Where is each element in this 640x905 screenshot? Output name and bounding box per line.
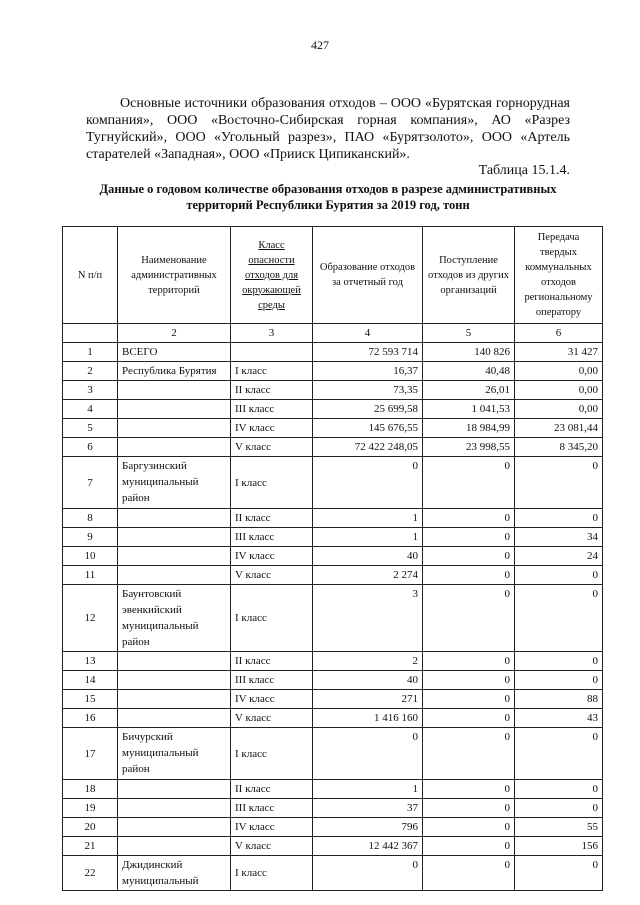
territory-cell <box>118 799 231 818</box>
generated-cell: 1 <box>313 780 423 799</box>
header-row-number: N п/п <box>63 227 118 324</box>
row-number-cell: 11 <box>63 566 118 585</box>
column-index-5: 5 <box>423 324 515 343</box>
transferred-cell: 0 <box>515 457 603 509</box>
row-number-cell: 17 <box>63 728 118 780</box>
table-row <box>63 728 603 780</box>
table-row <box>63 652 603 671</box>
transferred-cell: 0 <box>515 728 603 780</box>
transferred-cell: 0 <box>515 652 603 671</box>
table-title: Данные о годовом количестве образования отходов в разрезе административных территорий Республики Бурятия за 2019 год, тонн <box>99 182 557 212</box>
hazard-class-cell: IV класс <box>231 547 313 566</box>
header-generated: Образование отходов за отчетный год <box>313 227 423 324</box>
row-number-cell: 10 <box>63 547 118 566</box>
waste-data-table <box>62 226 603 891</box>
row-number-cell: 2 <box>63 362 118 381</box>
hazard-class-cell: I класс <box>231 728 313 780</box>
transferred-cell: 43 <box>515 709 603 728</box>
hazard-class-cell: IV класс <box>231 419 313 438</box>
table-number: Таблица 15.1.4. <box>478 163 570 178</box>
hazard-class-cell: V класс <box>231 837 313 856</box>
transferred-cell: 0 <box>515 799 603 818</box>
table-row <box>63 837 603 856</box>
received-cell: 0 <box>423 780 515 799</box>
territory-cell <box>118 837 231 856</box>
generated-cell: 40 <box>313 671 423 690</box>
received-cell: 26,01 <box>423 381 515 400</box>
row-number-cell: 21 <box>63 837 118 856</box>
hazard-class-cell: III класс <box>231 799 313 818</box>
row-number-cell: 9 <box>63 528 118 547</box>
table-body <box>63 343 603 891</box>
generated-cell: 72 422 248,05 <box>313 438 423 457</box>
hazard-class-cell: IV класс <box>231 818 313 837</box>
received-cell: 0 <box>423 856 515 891</box>
page-number: 427 <box>311 38 329 52</box>
received-cell: 0 <box>423 652 515 671</box>
row-number-cell: 6 <box>63 438 118 457</box>
generated-cell: 37 <box>313 799 423 818</box>
territory-cell: Джидинский муниципальный <box>118 856 231 891</box>
table-row <box>63 585 603 652</box>
received-cell: 0 <box>423 837 515 856</box>
received-cell: 0 <box>423 709 515 728</box>
transferred-cell: 0 <box>515 780 603 799</box>
table-row <box>63 381 603 400</box>
transferred-cell: 24 <box>515 547 603 566</box>
received-cell: 0 <box>423 547 515 566</box>
generated-cell: 1 416 160 <box>313 709 423 728</box>
transferred-cell: 0,00 <box>515 362 603 381</box>
column-index-1 <box>63 324 118 343</box>
intro-paragraph <box>86 95 570 163</box>
territory-cell <box>118 400 231 419</box>
hazard-class-cell: II класс <box>231 780 313 799</box>
received-cell: 0 <box>423 671 515 690</box>
table-row <box>63 818 603 837</box>
hazard-class-cell: II класс <box>231 509 313 528</box>
hazard-class-cell: V класс <box>231 438 313 457</box>
row-number-cell: 16 <box>63 709 118 728</box>
row-number-cell: 22 <box>63 856 118 891</box>
territory-cell <box>118 381 231 400</box>
transferred-cell: 23 081,44 <box>515 419 603 438</box>
hazard-class-cell: I класс <box>231 585 313 652</box>
received-cell: 0 <box>423 690 515 709</box>
territory-cell <box>118 818 231 837</box>
transferred-cell: 0 <box>515 671 603 690</box>
row-number-cell: 20 <box>63 818 118 837</box>
table-row <box>63 419 603 438</box>
header-territory: Наименование административных территорий <box>118 227 231 324</box>
territory-cell <box>118 528 231 547</box>
row-number-cell: 13 <box>63 652 118 671</box>
intro-text: Основные источники образования отходов – ООО «Бурятская горнорудная компания», ООО «Восточно-Сибирская горная компания», АО «Разрез Тугнуйский», ООО «Угольный разрез», ПАО «Бурятзолото», ООО «Артель старателей «Западная», ООО «Прииск Ципиканский». <box>86 96 570 162</box>
territory-cell <box>118 780 231 799</box>
received-cell: 0 <box>423 457 515 509</box>
territory-cell <box>118 566 231 585</box>
territory-cell: Баунтовский эвенкийский муниципальный район <box>118 585 231 652</box>
generated-cell: 73,35 <box>313 381 423 400</box>
territory-cell <box>118 547 231 566</box>
hazard-class-cell: III класс <box>231 528 313 547</box>
territory-cell <box>118 419 231 438</box>
territory-cell: ВСЕГО <box>118 343 231 362</box>
column-index-2: 2 <box>118 324 231 343</box>
table-row <box>63 362 603 381</box>
territory-cell <box>118 438 231 457</box>
header-received: Поступление отходов из других организаций <box>423 227 515 324</box>
row-number-cell: 14 <box>63 671 118 690</box>
generated-cell: 0 <box>313 856 423 891</box>
transferred-cell: 34 <box>515 528 603 547</box>
generated-cell: 0 <box>313 728 423 780</box>
received-cell: 0 <box>423 566 515 585</box>
received-cell: 1 041,53 <box>423 400 515 419</box>
hazard-class-cell: III класс <box>231 671 313 690</box>
generated-cell: 16,37 <box>313 362 423 381</box>
table-row <box>63 509 603 528</box>
table-row <box>63 547 603 566</box>
received-cell: 0 <box>423 585 515 652</box>
received-cell: 0 <box>423 728 515 780</box>
territory-cell <box>118 509 231 528</box>
table-row <box>63 566 603 585</box>
hazard-class-cell: V класс <box>231 709 313 728</box>
generated-cell: 0 <box>313 457 423 509</box>
received-cell: 0 <box>423 799 515 818</box>
column-index-6: 6 <box>515 324 603 343</box>
table-row <box>63 438 603 457</box>
territory-cell: Республика Бурятия <box>118 362 231 381</box>
transferred-cell: 156 <box>515 837 603 856</box>
table-row <box>63 528 603 547</box>
territory-cell <box>118 709 231 728</box>
hazard-class-cell: I класс <box>231 457 313 509</box>
transferred-cell: 8 345,20 <box>515 438 603 457</box>
table-row <box>63 709 603 728</box>
column-index-4: 4 <box>313 324 423 343</box>
generated-cell: 1 <box>313 528 423 547</box>
transferred-cell: 0 <box>515 856 603 891</box>
transferred-cell: 31 427 <box>515 343 603 362</box>
table-row <box>63 400 603 419</box>
received-cell: 23 998,55 <box>423 438 515 457</box>
row-number-cell: 12 <box>63 585 118 652</box>
transferred-cell: 55 <box>515 818 603 837</box>
row-number-cell: 4 <box>63 400 118 419</box>
generated-cell: 25 699,58 <box>313 400 423 419</box>
transferred-cell: 0,00 <box>515 400 603 419</box>
received-cell: 0 <box>423 528 515 547</box>
table-row <box>63 457 603 509</box>
transferred-cell: 88 <box>515 690 603 709</box>
hazard-class-cell: I класс <box>231 362 313 381</box>
table-row <box>63 343 603 362</box>
received-cell: 40,48 <box>423 362 515 381</box>
transferred-cell: 0,00 <box>515 381 603 400</box>
generated-cell: 796 <box>313 818 423 837</box>
header-transferred: Передача твердых коммунальных отходов региональному оператору <box>515 227 603 324</box>
received-cell: 0 <box>423 818 515 837</box>
territory-cell <box>118 652 231 671</box>
column-index-3: 3 <box>231 324 313 343</box>
hazard-class-cell: II класс <box>231 652 313 671</box>
territory-cell: Баргузинский муниципальный район <box>118 457 231 509</box>
received-cell: 140 826 <box>423 343 515 362</box>
received-cell: 0 <box>423 509 515 528</box>
row-number-cell: 3 <box>63 381 118 400</box>
row-number-cell: 8 <box>63 509 118 528</box>
transferred-cell: 0 <box>515 509 603 528</box>
generated-cell: 3 <box>313 585 423 652</box>
table-row <box>63 690 603 709</box>
generated-cell: 1 <box>313 509 423 528</box>
row-number-cell: 1 <box>63 343 118 362</box>
generated-cell: 12 442 367 <box>313 837 423 856</box>
territory-cell <box>118 690 231 709</box>
territory-cell <box>118 671 231 690</box>
hazard-class-cell: IV класс <box>231 690 313 709</box>
transferred-cell: 0 <box>515 566 603 585</box>
received-cell: 18 984,99 <box>423 419 515 438</box>
territory-cell: Бичурский муниципальный район <box>118 728 231 780</box>
generated-cell: 145 676,55 <box>313 419 423 438</box>
table-row <box>63 780 603 799</box>
hazard-class-cell: II класс <box>231 381 313 400</box>
hazard-class-cell: III класс <box>231 400 313 419</box>
generated-cell: 2 <box>313 652 423 671</box>
hazard-class-cell <box>231 343 313 362</box>
generated-cell: 40 <box>313 547 423 566</box>
row-number-cell: 18 <box>63 780 118 799</box>
row-number-cell: 19 <box>63 799 118 818</box>
row-number-cell: 5 <box>63 419 118 438</box>
transferred-cell: 0 <box>515 585 603 652</box>
generated-cell: 2 274 <box>313 566 423 585</box>
table-row <box>63 856 603 891</box>
hazard-class-cell: V класс <box>231 566 313 585</box>
header-hazard-class: Класс опасности отходов для окружающей среды <box>231 227 313 324</box>
hazard-class-cell: I класс <box>231 856 313 891</box>
row-number-cell: 7 <box>63 457 118 509</box>
table-row <box>63 671 603 690</box>
generated-cell: 72 593 714 <box>313 343 423 362</box>
row-number-cell: 15 <box>63 690 118 709</box>
generated-cell: 271 <box>313 690 423 709</box>
table-row <box>63 799 603 818</box>
